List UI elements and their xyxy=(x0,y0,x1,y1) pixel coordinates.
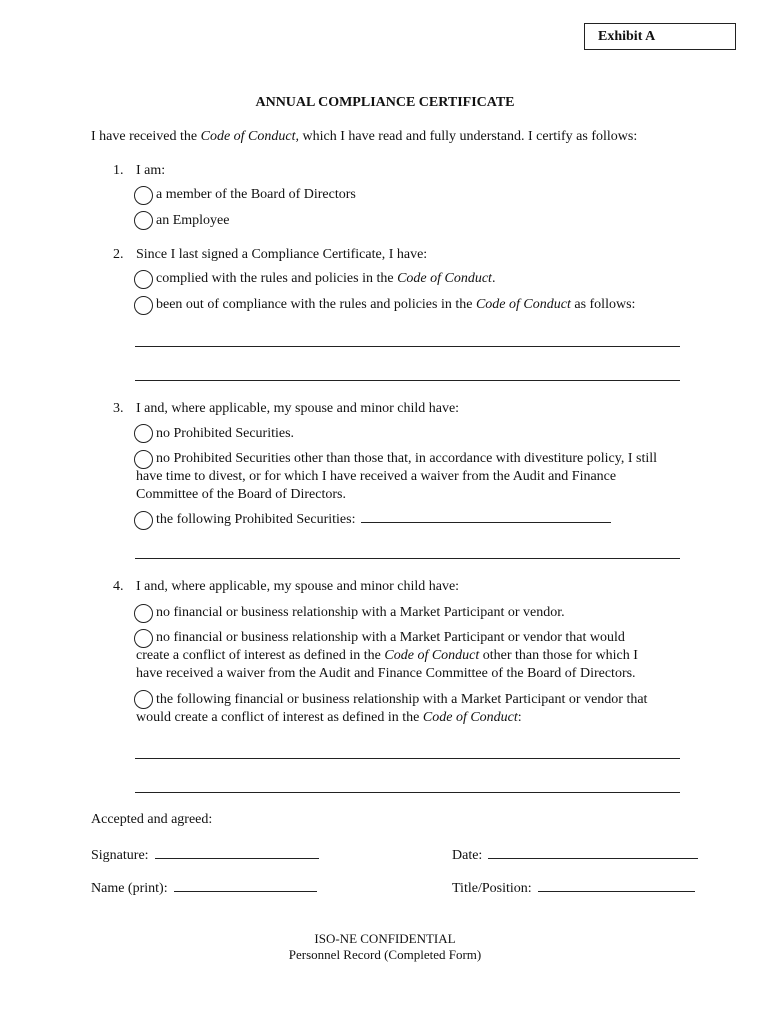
q4-waiver-line-1: no financial or business relationship with a Market Participant or vendor that would xyxy=(156,630,625,645)
q2-noncompliance-italic: Code of Conduct xyxy=(475,297,571,312)
exhibit-box xyxy=(584,23,736,50)
q3-none-label: no Prohibited Securities. xyxy=(156,426,295,441)
q2-complied-pre: complied with the rules and policies in the xyxy=(156,271,398,286)
q4-relationship-line-2[interactable] xyxy=(135,792,680,793)
q4-waiver-radio[interactable] xyxy=(134,629,153,648)
q2-complied-radio[interactable] xyxy=(134,270,153,289)
signature-row xyxy=(91,848,319,864)
q4-waiver-line-2 xyxy=(136,648,638,664)
q2-noncompliance-post: as follows: xyxy=(570,297,636,312)
q1-employee-radio[interactable] xyxy=(134,211,153,230)
q3-divest-line-2: have time to divest, or for which I have received a waiver from the Audit and Finance xyxy=(136,469,617,484)
q3-securities-blank[interactable] xyxy=(361,522,611,523)
q4-following-line-2-post: : xyxy=(517,710,522,725)
name-row xyxy=(91,881,317,897)
q3-none-radio[interactable] xyxy=(134,424,153,443)
q4-waiver-line-2-post: other than those for which I xyxy=(479,648,638,663)
q2-noncompliance-radio[interactable] xyxy=(134,296,153,315)
q3-divest-line-3: Committee of the Board of Directors. xyxy=(136,487,346,502)
footer-record: Personnel Record (Completed Form) xyxy=(288,947,482,962)
q3-prompt: I and, where applicable, my spouse and minor child have: xyxy=(136,401,460,416)
q4-following-line-2 xyxy=(136,710,522,726)
q2-noncompliance-label xyxy=(156,297,635,313)
date-row xyxy=(452,848,698,864)
q1-employee-label: an Employee xyxy=(156,213,230,228)
date-field[interactable] xyxy=(488,858,698,859)
accepted-agreed-label: Accepted and agreed: xyxy=(91,812,213,827)
q3-following-text: the following Prohibited Securities: xyxy=(156,512,356,527)
q2-complied-label xyxy=(156,271,495,287)
q2-complied-italic: Code of Conduct xyxy=(397,271,492,286)
q4-number: 4. xyxy=(113,579,124,594)
q3-divest-radio[interactable] xyxy=(134,450,153,469)
q4-following-line-2-pre: would create a conflict of interest as defined in the xyxy=(136,710,423,725)
q2-noncompliance-pre: been out of compliance with the rules and policies in the xyxy=(156,297,476,312)
q3-securities-line[interactable] xyxy=(135,558,680,559)
q4-waiver-line-3: have received a waiver from the Audit and Finance Committee of the Board of Directors. xyxy=(136,666,636,681)
intro-text xyxy=(91,129,637,145)
q1-board-radio[interactable] xyxy=(134,186,153,205)
q4-waiver-line-2-pre: create a conflict of interest as defined in the xyxy=(136,648,385,663)
q4-following-radio[interactable] xyxy=(134,690,153,709)
q2-prompt: Since I last signed a Compliance Certificate, I have: xyxy=(136,247,428,262)
q1-board-label: a member of the Board of Directors xyxy=(156,187,356,202)
intro-pre: I have received the xyxy=(91,129,201,144)
intro-post: which I have read and fully understand. I certify as follows: xyxy=(299,129,638,144)
q4-waiver-line-2-italic: Code of Conduct xyxy=(384,648,480,663)
title-position-label: Title/Position: xyxy=(452,881,532,896)
date-label: Date: xyxy=(452,848,483,863)
intro-italic: Code of Conduct, xyxy=(200,129,299,144)
q4-following-line-1: the following financial or business relationship with a Market Participant or vendor that xyxy=(156,692,648,707)
q4-none-label: no financial or business relationship with a Market Participant or vendor. xyxy=(156,605,565,620)
q3-following-label xyxy=(156,512,611,528)
title-position-field[interactable] xyxy=(538,891,695,892)
q3-number: 3. xyxy=(113,401,124,416)
q2-explanation-line-2[interactable] xyxy=(135,380,680,381)
document-title: ANNUAL COMPLIANCE CERTIFICATE xyxy=(255,95,515,110)
q2-complied-post: . xyxy=(491,271,496,286)
q3-divest-line-1: no Prohibited Securities other than those that, in accordance with divestiture policy, I still xyxy=(156,451,658,466)
q1-number: 1. xyxy=(113,163,124,178)
q4-relationship-line-1[interactable] xyxy=(135,758,680,759)
q4-following-line-2-italic: Code of Conduct xyxy=(422,710,518,725)
signature-field[interactable] xyxy=(155,858,319,859)
title-position-row xyxy=(452,881,695,897)
q1-prompt: I am: xyxy=(136,163,166,178)
q3-following-radio[interactable] xyxy=(134,511,153,530)
q2-explanation-line-1[interactable] xyxy=(135,346,680,347)
q4-prompt: I and, where applicable, my spouse and minor child have: xyxy=(136,579,460,594)
q4-none-radio[interactable] xyxy=(134,604,153,623)
exhibit-label: Exhibit A xyxy=(598,29,656,44)
footer-confidential: ISO-NE CONFIDENTIAL xyxy=(314,931,456,946)
signature-label: Signature: xyxy=(91,848,149,863)
name-field[interactable] xyxy=(174,891,317,892)
name-label: Name (print): xyxy=(91,881,168,896)
q2-number: 2. xyxy=(113,247,124,262)
